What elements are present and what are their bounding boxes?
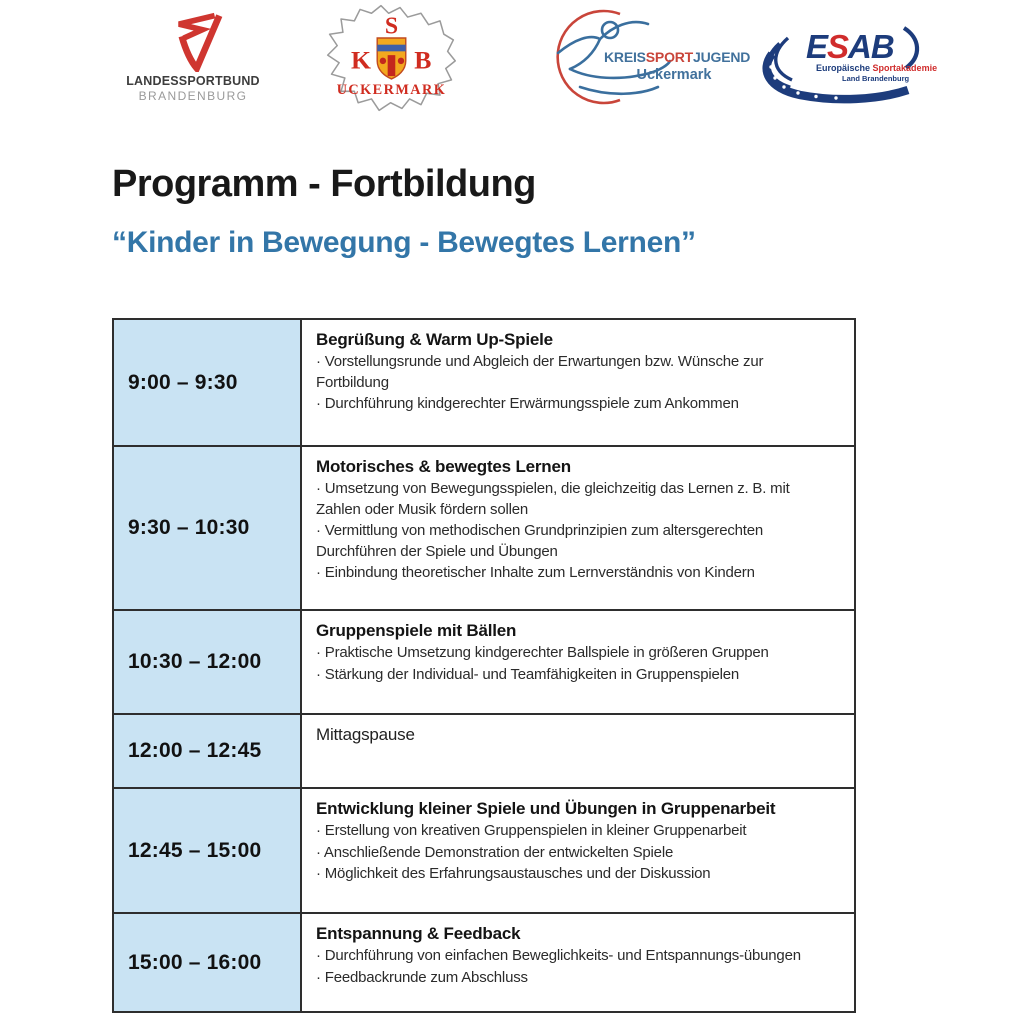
table-row (114, 912, 854, 1011)
content-cell (302, 715, 854, 787)
schedule-bullet: · Durchführung von einfachen Beweglichkeits- und Entspannungs-übungen (316, 947, 801, 965)
ksb-letter-b: B (414, 45, 432, 75)
time-cell (114, 914, 302, 1011)
table-row (114, 787, 854, 912)
esab-subtitle-red: Sportakademie (872, 63, 938, 73)
ksb-letter-k: K (351, 45, 372, 75)
ksj-part-kreis: KREIS (604, 49, 646, 65)
session-title: Gruppenspiele mit Bällen (316, 621, 517, 640)
content-cell (302, 320, 854, 445)
session-bullets (316, 821, 830, 885)
esab-letter-e: E (806, 28, 828, 65)
logo-landessportbund (116, 10, 270, 103)
content-cell (302, 611, 854, 713)
time-cell (114, 789, 302, 912)
schedule-bullet: · Anschließende Demonstration der entwickelten Spiele (316, 843, 674, 861)
logo-ksb-uckermark (322, 1, 460, 115)
schedule-table (112, 318, 856, 1013)
lsb-name: LANDESSPORTBUND (126, 74, 260, 88)
time-cell (114, 611, 302, 713)
session-title: Entspannung & Feedback (316, 924, 521, 943)
session-bullets (316, 643, 830, 685)
lsb-checkmark-icon (158, 10, 228, 72)
lsb-region: BRANDENBURG (138, 89, 248, 103)
session-bullets (316, 946, 830, 988)
time-range: 12:45 – 15:00 (128, 838, 262, 862)
schedule-bullet: · Möglichkeit des Erfahrungsaustausches und der Diskussion (316, 865, 711, 883)
session-bullets (316, 352, 830, 415)
session-title: Begrüßung & Warm Up-Spiele (316, 330, 553, 349)
ksb-letter-s: S (384, 13, 399, 40)
session-title: Motorisches & bewegtes Lernen (316, 457, 571, 476)
esab-region: Land Brandenburg (842, 74, 910, 83)
time-range: 9:30 – 10:30 (128, 516, 250, 539)
time-range: 9:00 – 9:30 (128, 370, 238, 394)
table-row (114, 713, 854, 787)
esab-subtitle-blue: Europäische (816, 63, 871, 73)
time-cell (114, 715, 302, 787)
schedule-bullet: · Vorstellungsrunde und Abgleich der Erwartungen bzw. Wünsche zur Fortbildung (316, 353, 764, 391)
esab-wordmark (806, 30, 894, 63)
ksb-caption: UCKERMARK (336, 82, 447, 99)
page-subtitle: “Kinder in Bewegung - Bewegtes Lernen” (112, 226, 696, 259)
esab-letter-s: S (827, 28, 849, 65)
ksj-part-jugend: JUGEND (693, 49, 751, 65)
content-cell (302, 914, 854, 1011)
ksj-region: Uckermark (636, 67, 712, 83)
ksb-shield-icon (377, 38, 406, 79)
ksb-map-icon (322, 1, 460, 115)
logo-esab (758, 22, 938, 106)
ksj-part-sport: SPORT (645, 49, 694, 65)
content-cell (302, 789, 854, 912)
schedule-bullet: · Einbindung theoretischer Inhalte zum Lernverständnis von Kindern (316, 564, 755, 582)
esab-subtitle (816, 63, 937, 73)
time-range: 12:00 – 12:45 (128, 739, 262, 762)
session-title: Entwicklung kleiner Spiele und Übungen in Gruppenarbeit (316, 799, 776, 818)
ksj-wordmark (604, 49, 751, 65)
esab-letters-ab: AB (848, 28, 894, 65)
session-bullets (316, 479, 830, 584)
page-title: Programm - Fortbildung (112, 163, 536, 205)
schedule-bullet: · Stärkung der Individual- und Teamfähigkeiten in Gruppenspielen (316, 665, 740, 683)
time-range: 15:00 – 16:00 (128, 950, 262, 974)
content-cell (302, 447, 854, 609)
schedule-bullet: · Feedbackrunde zum Abschluss (316, 968, 528, 986)
time-cell (114, 447, 302, 609)
schedule-bullet: · Erstellung von kreativen Gruppenspielen in kleiner Gruppenarbeit (316, 822, 747, 840)
table-row (114, 609, 854, 713)
time-cell (114, 320, 302, 445)
schedule-bullet: · Vermittlung von methodischen Grundprinzipien zum altersgerechten Durchführen der Spiele und Übungen (316, 522, 764, 560)
logo-kreissportjugend (522, 3, 751, 109)
schedule-bullet: · Umsetzung von Bewegungsspielen, die gleichzeitig das Lernen z. B. mit Zahlen oder Musik fördern sollen (316, 480, 790, 518)
session-title: Mittagspause (316, 725, 415, 744)
time-range: 10:30 – 12:00 (128, 650, 262, 673)
schedule-bullet: · Durchführung kindgerechter Erwärmungsspiele zum Ankommen (316, 395, 739, 413)
table-row (114, 320, 854, 445)
table-row (114, 445, 854, 609)
schedule-bullet: · Praktische Umsetzung kindgerechter Ballspiele in größeren Gruppen (316, 644, 769, 662)
